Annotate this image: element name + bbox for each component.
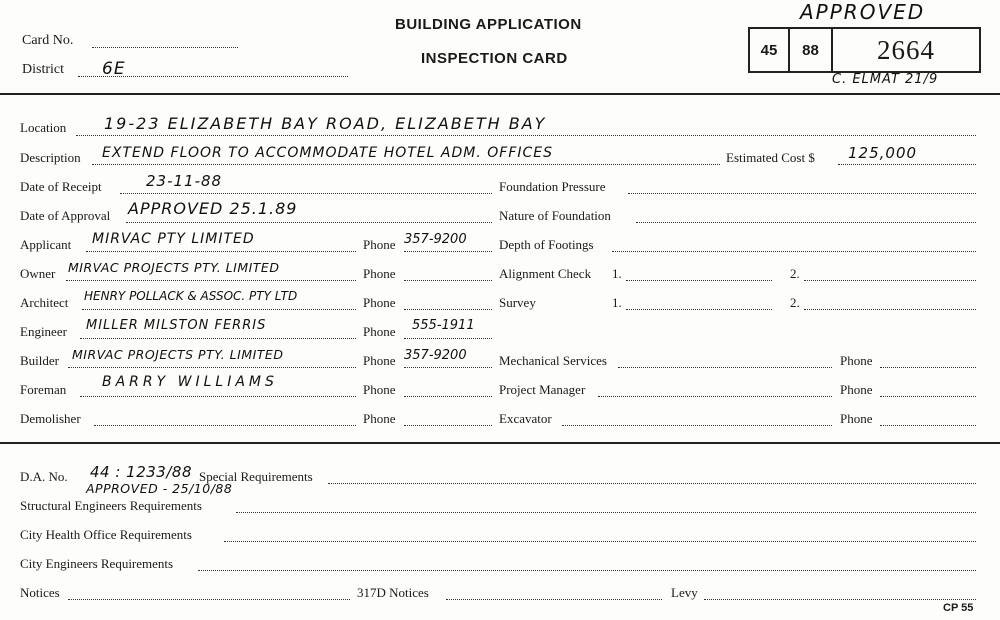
mechanical-label: Mechanical Services bbox=[499, 353, 607, 368]
nature-foundation-line bbox=[636, 222, 976, 223]
applicant-value: MIRVAC PTY LIMITED bbox=[92, 231, 255, 247]
applicant-phone: 357-9200 bbox=[404, 232, 467, 247]
foundation-pressure-line bbox=[628, 193, 976, 194]
foreman-label: Foreman bbox=[20, 382, 67, 397]
engineer-phone-line bbox=[404, 338, 492, 339]
notices-line bbox=[68, 599, 350, 600]
district-value: 6E bbox=[102, 59, 126, 79]
architect-phone-line bbox=[404, 309, 492, 310]
district-label: District bbox=[22, 62, 64, 77]
engineer-phone-label: Phone bbox=[363, 324, 396, 339]
special-req-line bbox=[328, 483, 976, 484]
survey-line-1 bbox=[626, 309, 772, 310]
owner-line bbox=[66, 280, 356, 281]
demolisher-phone-label: Phone bbox=[363, 411, 396, 426]
nature-foundation-label: Nature of Foundation bbox=[499, 208, 611, 223]
title-line-2: INSPECTION CARD bbox=[421, 50, 568, 67]
estimated-cost-label: Estimated Cost $ bbox=[726, 150, 815, 165]
notices-317d-label: 317D Notices bbox=[357, 585, 429, 600]
receipt-label: Date of Receipt bbox=[20, 179, 102, 194]
engineer-label: Engineer bbox=[20, 324, 67, 339]
engineer-value: MILLER MILSTON FERRIS bbox=[86, 318, 267, 333]
estimated-cost-line bbox=[838, 164, 976, 165]
excavator-label: Excavator bbox=[499, 411, 552, 426]
demolisher-phone-line bbox=[404, 425, 492, 426]
applicant-phone-line bbox=[404, 251, 492, 252]
alignment-line-2 bbox=[804, 280, 976, 281]
owner-value: MIRVAC PROJECTS PTY. LIMITED bbox=[68, 260, 280, 275]
architect-value: HENRY POLLACK & ASSOC. PTY LTD bbox=[84, 289, 298, 303]
foreman-value: BARRY WILLIAMS bbox=[102, 374, 278, 390]
city-eng-req-label: City Engineers Requirements bbox=[20, 556, 174, 571]
levy-label: Levy bbox=[671, 585, 698, 600]
description-label: Description bbox=[20, 150, 81, 165]
structural-req-label: Structural Engineers Requirements bbox=[20, 498, 202, 513]
project-manager-label: Project Manager bbox=[499, 382, 586, 397]
levy-line bbox=[704, 599, 976, 600]
da-value: 44 : 1233/88 bbox=[90, 463, 192, 481]
foreman-phone-label: Phone bbox=[363, 382, 396, 397]
alignment-num-1: 1. bbox=[612, 266, 622, 281]
special-req-label: Special Requirements bbox=[199, 469, 313, 484]
foundation-pressure-label: Foundation Pressure bbox=[499, 179, 606, 194]
description-value: EXTEND FLOOR TO ACCOMMODATE HOTEL ADM. OFFICES bbox=[102, 145, 554, 161]
location-label: Location bbox=[20, 120, 67, 135]
engineer-line bbox=[80, 338, 356, 339]
architect-phone-label: Phone bbox=[363, 295, 396, 310]
notices-label: Notices bbox=[20, 585, 60, 600]
foreman-phone-line bbox=[404, 396, 492, 397]
excavator-line bbox=[562, 425, 832, 426]
card-no-line bbox=[92, 47, 238, 48]
excavator-phone-label: Phone bbox=[840, 411, 873, 426]
form-code: CP 55 bbox=[943, 602, 974, 614]
builder-value: MIRVAC PROJECTS PTY. LIMITED bbox=[72, 347, 284, 362]
mechanical-line bbox=[618, 367, 832, 368]
demolisher-label: Demolisher bbox=[20, 411, 81, 426]
approval-label: Date of Approval bbox=[20, 208, 111, 223]
foreman-line bbox=[80, 396, 356, 397]
builder-label: Builder bbox=[20, 353, 59, 368]
architect-line bbox=[82, 309, 356, 310]
applicant-phone-label: Phone bbox=[363, 237, 396, 252]
applicant-line bbox=[86, 251, 356, 252]
survey-num-2: 2. bbox=[790, 295, 800, 310]
footings-line bbox=[612, 251, 976, 252]
approval-line bbox=[126, 222, 492, 223]
owner-label: Owner bbox=[20, 266, 56, 281]
mechanical-phone-label: Phone bbox=[840, 353, 873, 368]
owner-phone-label: Phone bbox=[363, 266, 396, 281]
card-box-b: 88 bbox=[790, 29, 833, 71]
estimated-cost-value: 125,000 bbox=[848, 144, 918, 162]
survey-num-1: 1. bbox=[612, 295, 622, 310]
excavator-phone-line bbox=[880, 425, 976, 426]
builder-phone-label: Phone bbox=[363, 353, 396, 368]
city-eng-req-line bbox=[198, 570, 976, 571]
applicant-label: Applicant bbox=[20, 237, 72, 252]
approval-value: APPROVED 25.1.89 bbox=[128, 199, 298, 218]
mechanical-phone-line bbox=[880, 367, 976, 368]
architect-label: Architect bbox=[20, 295, 69, 310]
survey-label: Survey bbox=[499, 295, 536, 310]
description-line bbox=[92, 164, 720, 165]
card-number-box bbox=[748, 27, 981, 73]
notices-317d-line bbox=[446, 599, 662, 600]
card-box-a: 45 bbox=[750, 29, 790, 71]
project-manager-phone-label: Phone bbox=[840, 382, 873, 397]
da-label: D.A. No. bbox=[20, 469, 68, 484]
location-line bbox=[76, 135, 976, 136]
health-req-line bbox=[224, 541, 976, 542]
card-no-label: Card No. bbox=[22, 33, 74, 48]
da-approval-note: APPROVED - 25/10/88 bbox=[86, 481, 233, 496]
lower-divider bbox=[0, 442, 1000, 444]
project-manager-phone-line bbox=[880, 396, 976, 397]
footings-label: Depth of Footings bbox=[499, 237, 594, 252]
header-divider bbox=[0, 93, 1000, 95]
card-number: 2664 bbox=[877, 34, 935, 65]
title-line-1: BUILDING APPLICATION bbox=[395, 16, 582, 33]
survey-line-2 bbox=[804, 309, 976, 310]
receipt-value: 23-11-88 bbox=[146, 172, 223, 190]
builder-phone-line bbox=[404, 367, 492, 368]
builder-line bbox=[68, 367, 356, 368]
structural-req-line bbox=[236, 512, 976, 513]
alignment-label: Alignment Check bbox=[499, 266, 592, 281]
engineer-phone: 555-1911 bbox=[412, 318, 475, 333]
demolisher-line bbox=[94, 425, 356, 426]
alignment-num-2: 2. bbox=[790, 266, 800, 281]
approved-stamp: APPROVED bbox=[800, 0, 926, 24]
owner-phone-line bbox=[404, 280, 492, 281]
project-manager-line bbox=[598, 396, 832, 397]
health-req-label: City Health Office Requirements bbox=[20, 527, 192, 542]
builder-phone: 357-9200 bbox=[404, 348, 467, 363]
receipt-line bbox=[120, 193, 492, 194]
alignment-line-1 bbox=[626, 280, 772, 281]
location-value: 19-23 ELIZABETH BAY ROAD, ELIZABETH BAY bbox=[104, 114, 547, 133]
stamp-note: C. ELMAT 21/9 bbox=[832, 72, 939, 87]
